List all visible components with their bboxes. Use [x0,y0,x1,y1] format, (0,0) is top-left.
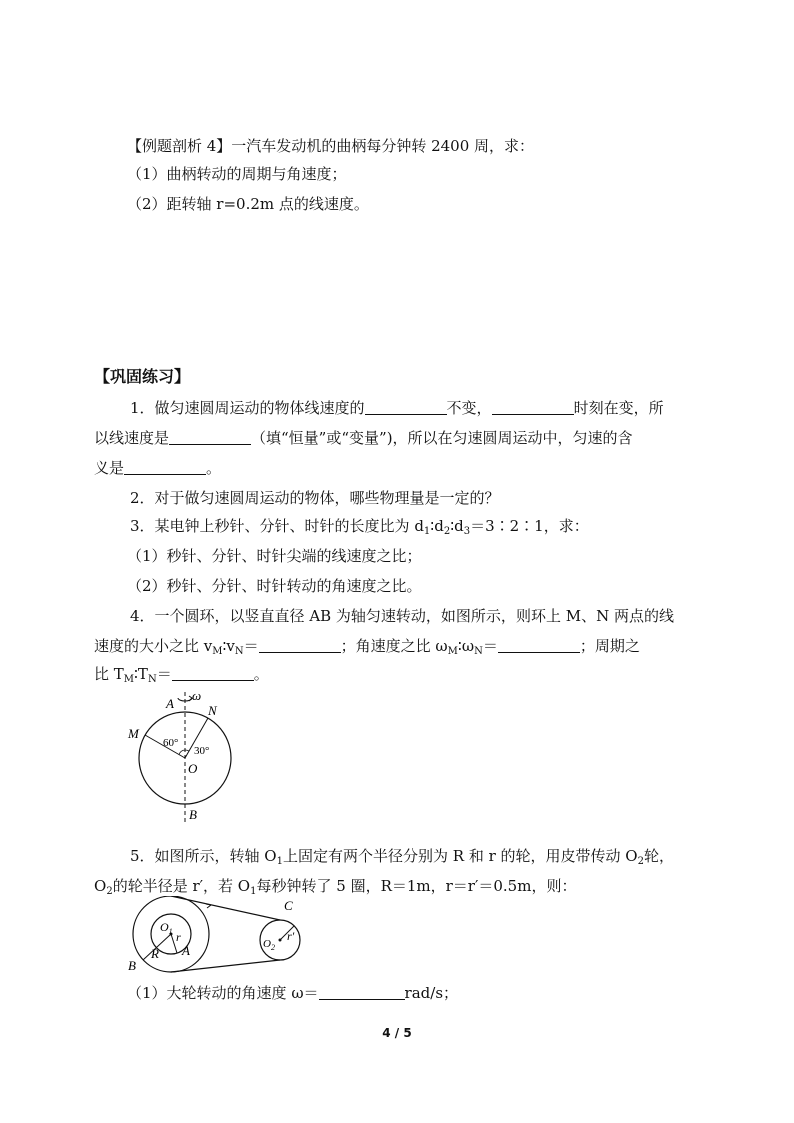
problem-5-line-1: 5．如图所示，转轴 $O_1$上固定有两个半径分别为 R 和 r 的轮，用皮带传动 $O_2$轮， [130,847,674,867]
problem-4-line-1: 4．一个圆环，以竖直直径 AB 为轴匀速转动，如图所示，则环上 M、N 两点的线 [130,607,674,625]
belt-top [171,896,280,920]
answer-blank[interactable] [124,458,206,475]
omega-label: ω [192,688,202,703]
point-o-label: O [188,761,198,776]
example-question-2: （2）距转轴 r=0.2m 点的线速度。 [127,195,369,213]
problem-3-question-1: （1）秒针、分针、时针尖端的线速度之比； [127,547,422,565]
example-question-1: （1）曲柄转动的周期与角速度； [127,165,347,183]
problem-2: 2．对于做匀速圆周运动的物体，哪些物理量是一定的？ [130,489,500,507]
problem-3-question-2: （2）秒针、分针、时针转动的角速度之比。 [127,577,422,595]
problem-4-line-2: 速度的大小之比 $v_M∶v_N=$ ；角速度之比 $\omega_M∶\omega_N=$ ；周期之 [94,637,640,657]
problem-5-question-1: （1）大轮转动的角速度 ω＝ rad/s； [127,984,459,1002]
answer-blank[interactable] [365,398,447,415]
point-n-label: N [208,703,217,718]
belt-arrow-icon [206,904,211,908]
answer-blank[interactable] [319,983,405,1000]
example-title: 【例题剖析 4】一汽车发动机的曲柄每分钟转 2400 周，求： [127,137,535,155]
angle-30-label: 30° [194,745,210,757]
problem-5-line-2: $O_2$的轮半径是 r′，若 $O_1$每秒钟转了 5 圈，R＝1m，r＝r′＝0.5m，则： [94,877,577,897]
point-m-label: M [128,726,139,741]
ring-figure [118,688,246,828]
page-number: 4 / 5 [382,1026,412,1040]
o2-label: $O_2$ [263,938,275,952]
problem-4-line-3: 比 $T_M∶T_N=$ 。 [94,665,269,685]
answer-blank[interactable] [259,636,341,653]
big-r-label: R [151,946,159,961]
belt-bottom [171,960,280,972]
answer-blank[interactable] [172,664,254,681]
problem-1-line-2: 以线速度是 （填“恒量”或“变量”)，所以在匀速圆周运动中，匀速的含 [94,429,633,447]
r-prime-label: r′ [287,929,295,943]
problem-1-line-3: 义是 。 [94,459,222,477]
answer-blank[interactable] [498,636,580,653]
angle-60-label: 60° [163,737,179,749]
point-b-label: B [189,807,197,822]
point-c-label: C [284,898,293,913]
belt-drive-figure [124,896,320,974]
answer-blank[interactable] [169,428,251,445]
point-a-label: A [182,943,190,958]
point-b-label: B [128,958,136,973]
point-a-label: A [166,696,174,711]
answer-blank[interactable] [492,398,574,415]
o1-label: $O_1$ [160,920,173,936]
problem-1-line-1: 1．做匀速圆周运动的物体线速度的 不变， 时刻在变，所 [130,399,664,417]
practice-heading: 【巩固练习】 [94,367,191,386]
problem-3-line-1: 3．某电钟上秒针、分针、时针的长度比为 $d_1∶d_2∶d_3=3∶2∶1$，求： [130,517,589,537]
r-label: r [176,930,181,944]
